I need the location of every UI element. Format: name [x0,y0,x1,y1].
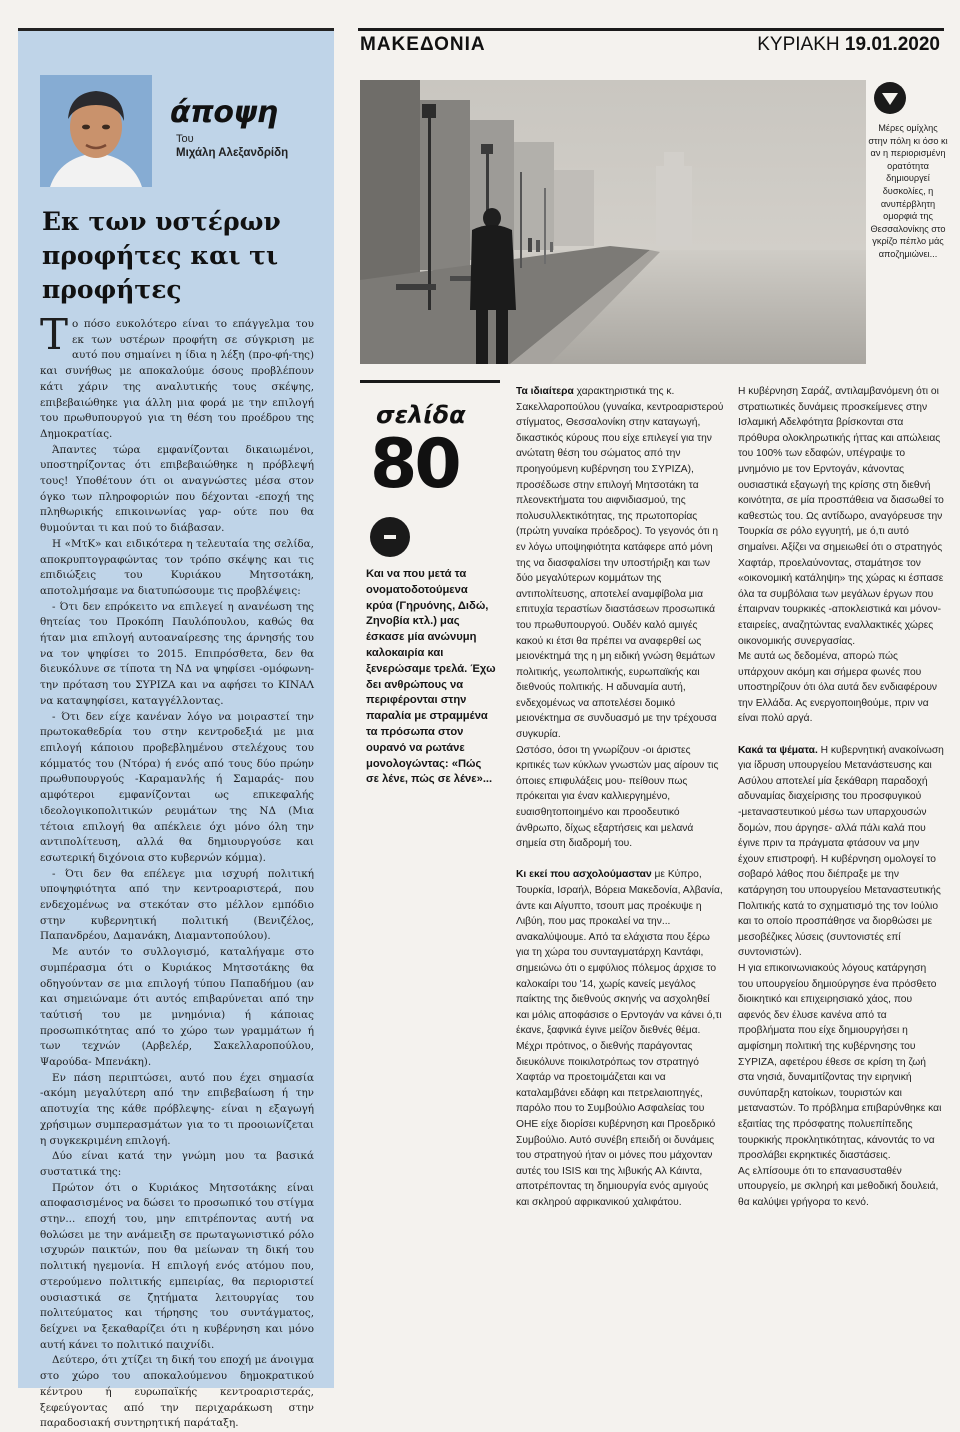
opinion-paragraph-1 [40,310,314,443]
opinion-paragraph-10: Πρώτον ότι ο Κυριάκος Μητσοτάκης είναι αποφασισμένος να δώσει το προσωπικό του στίγμα στην... εποχή του, μην επιτρέποντας αυτή να θολώσει με την ανάμειξη σε πρωταγωνιστικό ρόλο ισχυρών παικτών, που θα μείωναν τη δική του πολιτική ηγεμονία. Η επιλογή ενός ατόμου που, στερούμενο πολιτικής εμπειρίας, θα περιοριστεί ουσιαστικά σε ζητήματα λειτουργίας του πολιτεύματος και τήρησης του συντάγματος, δείχνει να ξεκαθαρίζει ότι η κυβέρνηση και μόνο αυτή κάνει το πολιτικό παιχνίδι. [40,1181,314,1351]
foggy-seafront-illustration [360,80,866,364]
section-lead-2: Κι εκεί που ασχολούμασταν [516,869,652,881]
middle-paragraph-3 [516,867,724,1210]
middle-paragraph-2: Ωστόσο, όσοι τη γνωρίζουν -οι άριστες κριτικές των κύκλων γνωστών μας αίρουν τις όποιες επιφυλάξεις μου- πείθουν πως πρόκειται για έναν καλλιεργημένο, ευαισθητοποιημένο και προοδευτικό άνθρωπο, δίχως εξαρτήσεις και μελανά σημεία στη διαδρομή του. [516,744,719,850]
page-number: 80 [370,425,459,504]
right-paragraph-5: Ας ελπίσουμε ότι το επανασυσταθέν υπουργείο, με σκληρή και μεθοδική δουλειά, θα καλύψει γρήγορα το κενό. [738,1165,939,1208]
drop-cap: Τ [40,310,69,359]
section-kicker: άποψη [170,95,278,130]
right-paragraph-3-text: Η κυβερνητική ανακοίνωση για ίδρυση υπουργείου Μετανάστευσης και Ασύλου αποτελεί μία ξεκάθαρη παραδοχή αδυναμίας διαχείρισης του προσφυγικού -μεταναστευτικού μέσω των υπαρχουσών δομών, που άργησε- αλλά πάλι καλά που έγινε πριν τα πράγματα φτάσουν να μην έχουν επιστροφή. Η κυβέρνηση ομολογεί το σοβαρό λάθος που διέπραξε με την κατάργηση του υπουργείου Μεταναστευτικής Πολιτικής κατά το σχηματισμό της τον Ιούλιο και το οποίο προσπάθησε να διορθώσει με μεσοβέζικες λύσεις (συντονιστές επί συντονιστών). [738,744,944,959]
author-portrait [40,75,152,187]
right-paragraph-2: Με αυτά ως δεδομένα, απορώ πώς υπάρχουν ακόμη και σήμερα φωνές που υποστηρίζουν ότι όλα αυτά δεν ενδιαφέρουν την Ελλάδα. Ας ενεργοποιηθούμε, πριν να είναι πολύ αργά. [738,651,938,725]
opinion-paragraph-9: Δύο είναι κατά την γνώμη μου τα βασικά συστατικά της: [40,1150,314,1178]
author-photo-illustration [40,75,152,187]
side-box-text: Και να που μετά τα ονοματοδοτούμενα κρύα (Γηρυόνης, Διδώ, Ζηνοβία κτλ.) μας έσκασε μία ανώνυμη καλοκαιρία και ξενερώσαμε τρελά. Έχω δει ανθρώπους να περιφέρονται στην παραλία με στραμμένα τα πρόσωπα στον ουρανό να ρωτάνε μονολογώντας: «Πώς σε λένε, πώς σε λένε»... [366,568,496,786]
opinion-paragraph-8: Εν πάση περιπτώσει, αυτό που έχει σημασία -ακόμη μεγαλύτερη από την επιβεβαίωση ή την αποτυχία της κάθε πρόβλεψης- είναι η εξαγωγή χρήσιμων συμπερασμάτων για το τι προοιωνίζεται η συγκεκριμένη επιλογή. [40,1071,314,1147]
down-triangle-icon [874,82,906,114]
fog-photo [360,80,866,364]
issue-date-value: 19.01.2020 [844,34,940,55]
opinion-paragraph-1-text: ο πόσο ευκολότερο είναι το επάγγελμα του εκ των υστέρων προφήτη σε σύγκριση με αυτό που σημαίνει η ίδια η λέξη (προ-φή-της) και συνήθως με αποκαλούμε όσους προβλέπουν κάτι χάριν της αναλυτικής τους σκέψης, επιβεβαιώθηκε για άλλη μια φορά με την επιλογή του πρωθυπουργού για τη θέση του προέδρου της Δημοκρατίας. [40,318,314,440]
opinion-paragraph-5: - Ότι δεν είχε κανέναν λόγο να μοιραστεί την πρωτοκαθεδρία του στην κεντροδεξιά με μια επιλογή κάποιου προβεβλημένου στελέχους του κόμματός του (Ντόρα) ή ενός από τους δύο πρώην πρωθυπουργούς -Καραμανλής ή Σαμαράς- που αμφότεροι εμφανίζονται ως επικεφαλής ιδεολογικοπολιτικών ρευμάτων της ΝΔ (Μια τέτοια επιλογή θα απέκλειε όχι μόνο όλη την αντιπολίτευση, αλλά θα δημιουργούσε και εσωτερική διχόνοια στο κυβερνών κόμμα). [40,710,314,864]
right-paragraph-1: Η κυβέρνηση Σαράζ, αντιλαμβανόμενη ότι οι στρατιωτικές δυνάμεις προσκείμενες στην Ισλαμική Αδελφότητα βρίσκονται στα πρόθυρα ολοκληρωτικής ήττας και απώλειας του 100% των εδαφών, υπέγραψε το μνημόνιο με τον Ερντογάν, κάνοντας ουσιαστικά εξαγωγή της κρίσης στη διεθνή κοινότητα, σε μία προσπάθεια να διασωθεί το καθεστώς του. Ως αντίδωρο, αναγόρευσε την Τουρκία σε ρόλο εγγυητή, με ό,τι αυτό σημαίνει. Αξίζει να σημειωθεί ότι ο στρατηγός Χαφτάρ, προελαύνοντας, σταμάτησε τον «οικονομική κατάληψη» της χώρας κι έσπασε όλα τα συμβόλαια των μεγάλων έργων που έπαιρναν τουρκικές -αποκλειστικά και μόνον- εταιρείες, αναζητώντας εναλλακτικές χώρες οικονομικής συνεργασίας. [738,386,944,647]
section-lead-3: Κακά τα ψέματα. [738,744,818,756]
opinion-paragraph-3: Η «ΜτΚ» και ειδικότερα η τελευταία της σελίδα, αποκρυπτογραφώντας τον τρόπο σκέψης και τις επιδιώξεις του Κυριάκου Μητσοτάκη, αποτολμήσαμε να διατυπώσουμε τις προβλέψεις: [40,537,314,597]
opinion-paragraph-7: Με αυτόν το συλλογισμό, καταλήγαμε στο συμπέρασμα ότι ο Κυριάκος Μητσοτάκης θα οδηγούνταν σε μια επιλογή τύπου Παπαδήμου (αν και σημειώναμε ότι αυτός επιβαρύνεται από την ταύτισή του με μνημόνια) ή κάποιας προσωπικότητας από το χώρο των γραμμάτων ή των τεχνών (Αρβελέρ, Σακελλαροπούλου, Ψαρούδα- Μπενάκη). [40,946,314,1069]
opinion-column [18,28,334,1430]
section-spacer [738,727,944,743]
middle-paragraph-3-text: με Κύπρο, Τουρκία, Ισραήλ, Βόρεια Μακεδονία, Αλβανία, άντε και Αίγυπτο, τσουπ μας προέκυψε η Λιβύη, που μας προκαλεί να την... ανακαλύψουμε. Από τα ελάχιστα που ξέρω για τη χώρα του συνταγματάρχη Καντάφι, σημειώνω ότι ο εμφύλιος πόλεμος άρχισε το καλοκαίρι του '14, χωρίς κανείς μεγάλος παίκτης της διεθνούς σκηνής να ασχοληθεί και μόλις αποφάσισε ο Ερντογάν να κάνει ό,τι έκανε, ξαφνικά έγινε μείζον διεθνές θέμα. Μέχρι πρότινος, ο διεθνής παράγοντας διευκόλυνε ποικιλοτρόπως τον στρατηγό Χαφτάρ να προετοιμάζεται και να καταλαμβάνει εδάφη και πετρελαιοπηγές, παρόλο που το Συμβούλιο Ασφαλείας του ΟΗΕ είχε διορίσει κυβέρνηση και Προεδρικό Συμβούλιο. Αυτό συνέβη επειδή οι δυνάμεις του στρατηγού ήταν οι μόνες που μάχονταν αυτές του ISIS και της λιβυκής Αλ Κάιντα, αποτρέποντας τη δημιουργία ενός αμιγούς και σκληρού αφρικανικού χαλιφάτου. [516,869,723,1208]
right-paragraph-4: Η για επικοινωνιακούς λόγους κατάργηση του υπουργείου δημιούργησε ένα πρόσθετο διοικητικό και επιχειρησιακό χάος, που αφενός δεν έλυσε κανένα από τα προβλήματα που είχε δημιουργήσει η αμφίσημη πολιτική της κυβέρνησης του ΣΥΡΙΖΑ, αφετέρου έθεσε σε κρίση τη ζωή στα νησιά, δυναμιτίζοντας την ειρηνική συνύπαρξη κατοίκων, τουριστών και μεταναστών. Το πρόβλημα επιβαρύνθηκε και εξαιτίας της πρόσφατης πολυεπίπεδης τουρκικής προκλητικότητας, κάνοντάς το να προσλάβει εκρηκτικές διαστάσεις. [738,962,942,1162]
opinion-paragraph-4: - Ότι δεν επρόκειτο να επιλεγεί η ανανέωση της θητείας του Προκόπη Παυλόπουλου, καθώς θα ήταν μια επιλογή αυτοαναίρεσης της άρνησής του να τον ψηφίσει το 2015. Επιπρόσθετα, δεν θα διευκόλυνε σε τίποτα τη ΝΔ να ψηφίσει -ομόφωνη- την πρόταση του ΣΥΡΙΖΑ και να αφήσει το ΚΙΝΑΛ να καταψηφίσει, καταγγέλλοντας. [40,600,314,707]
middle-paragraph-1 [516,384,724,743]
opinion-title: Εκ των υστέρων προφήτες και τι προφήτες [42,207,281,304]
right-column [738,384,944,1388]
issue-day: ΚΥΡΙΑΚΗ [757,34,840,55]
section-spacer [516,852,724,868]
middle-column [516,384,724,1388]
opinion-paragraph-2: Άπαντες τώρα εμφανίζονται δικαιωμένοι, υποστηρίζοντας ότι επιβεβαιώθηκε η πρόβλεψή τους! Υποθέτουν ότι οι αναγνώστες μέσα στον όγκο των πληροφοριών που δέχονται -εποχή της πληθωρικής επικοινωνίας γαρ- ούτε που θα θυμούνται τι και πού το διάβασαν. [40,443,314,535]
masthead-rule [358,28,944,31]
opinion-body [40,310,314,1430]
issue-date [757,34,940,56]
page-label: σελίδα [376,401,466,429]
page-80-box [360,380,500,1388]
right-paragraph-3 [738,743,944,961]
minus-icon [370,517,410,557]
author-name: Μιχάλη Αλεξανδρίδη [176,147,289,159]
opinion-paragraph-6: - Ότι δεν θα επέλεγε μια ισχυρή πολιτική υποψηφιότητα από την κεντροαριστερά, που ενδεχομένως να στεκόταν στο μέλλον εμπόδιο στην κυβερνητική πολιτική (Βενιζέλος, Παπανδρέου, Δαμανάκη, Διαμαντοπούλου). [40,867,314,943]
section-lead-1: Τα ιδιαίτερα [516,386,574,397]
photo-caption: Μέρες ομίχλης στην πόλη κι όσο κι αν η περιορισμένη ορατότητα δημιουργεί δυσκολίες, η ανυπέρβλητη ομορφιά της Θεσσαλονίκης στο γκρίζο πέπλο μάς αποζημιώνει... [868,123,948,259]
opinion-paragraph-11: Δεύτερο, ότι χτίζει τη δική του εποχή με άνοιγμα στο χώρο του αποκαλούμενου δημοκρατικού κέντρου ή ευρωπαϊκής κεντροαριστεράς, ξεφεύγοντας από την περιχαράκωση στην παραδοσιακή συντηρητική παράταξη. [40,1354,314,1430]
middle-paragraph-1-text: χαρακτηριστικά της κ. Σακελλαροπούλου (γυναίκα, κεντροαριστερού στίγματος, Θεσσαλονίκη στην καταγωγή, δικαστικός κύρους που είχε επιλεγεί για την ανώτατη θέση του σώματος από την προηγούμενη κυβέρνηση του ΣΥΡΙΖΑ), προσέδωσε στην επιλογή Μητσοτάκη τα πλεονεκτήματα του αιφνιδιασμού, της πολυσυλλεκτικότητας, της πρωτοπορίας (πρώτη γυναίκα πρόεδρος). Το γεγονός ότι η εν λόγω υποψηφιότητα κατάφερε από μόνη της να διασφαλίσει την υποστήριξη και των δύο μεγαλύτερων κομμάτων της αντιπολίτευσης, αποτελεί αναμφίβολα μια επιτυχία τεραστίων διαστάσεων προσωπικά του πρωθυπουργού. Ουδέν καλό αμιγές κακού κι έτσι θα πρέπει να αναφερθεί ως μειονέκτημά της η μη ειδική γνώση θεμάτων πολιτικής, γεωπολιτικής, ευρωπαϊκής και διεθνούς πολιτικής. Η αδυναμία αυτή, ενδεχομένως να αποτελέσει δομικό μειονέκτημα σε συνδυασμό με την τρέχουσα συγκυρία. [516,386,724,741]
paper-name: ΜΑΚΕΔΟΝΙΑ [360,34,486,55]
byline-prefix: Του [176,133,194,145]
